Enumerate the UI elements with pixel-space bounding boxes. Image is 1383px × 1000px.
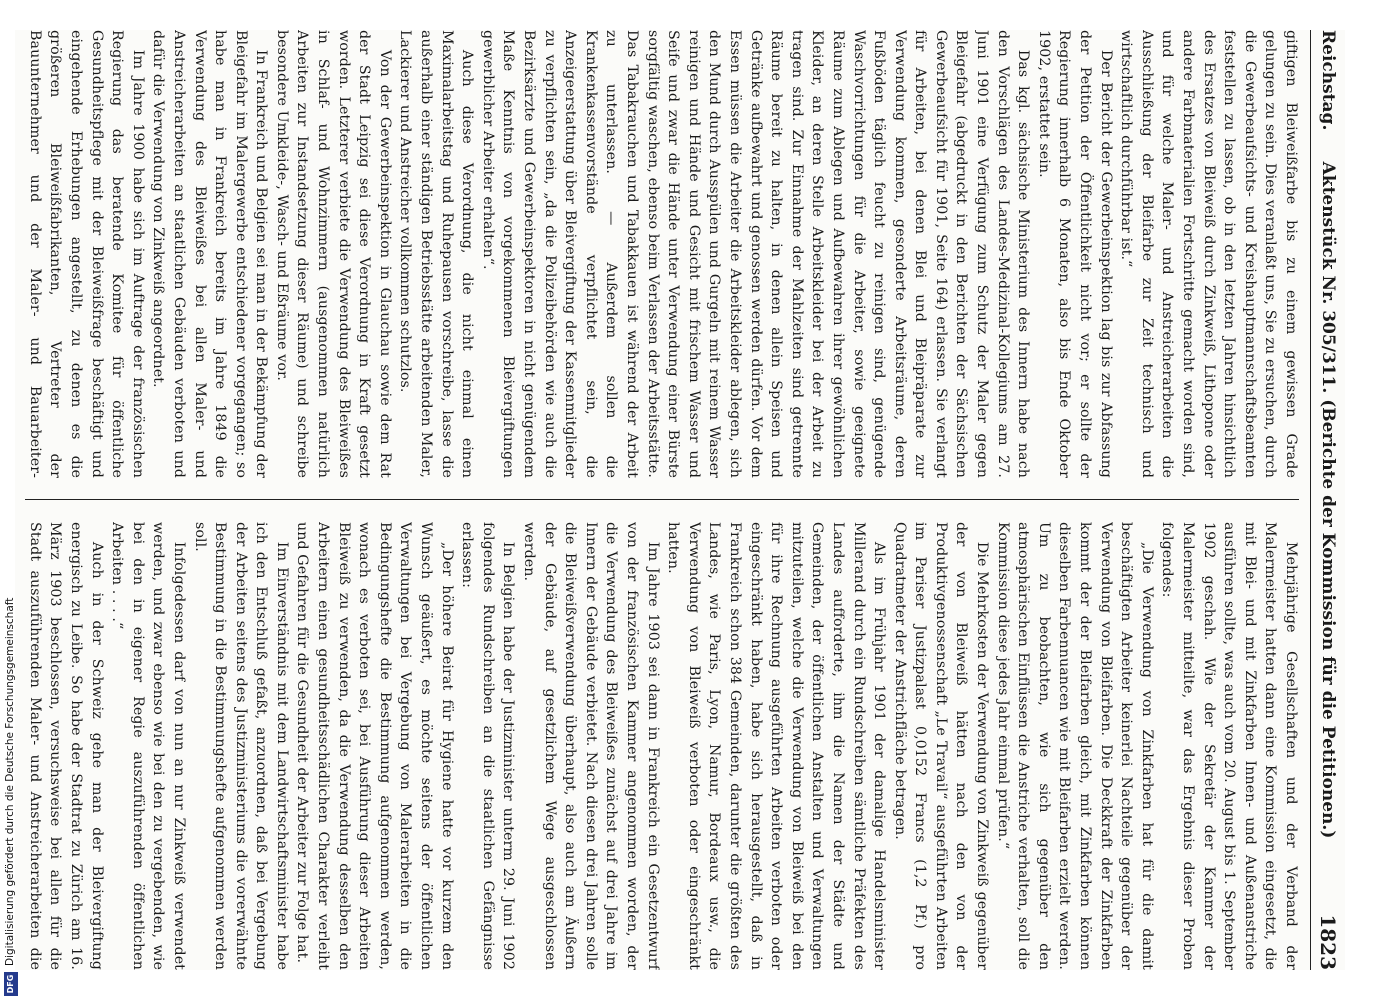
running-header — [1310, 30, 1345, 970]
digitization-credit — [0, 0, 24, 1000]
header-title: Aktenstück Nr. 305/311. (Berichte der Kommission für die Petitionen.) — [1318, 161, 1338, 839]
paragraph: Im Einverständnis mit dem Landwirtschaftsminister habe ich den Entschluß gefaßt, anzuordnen, daß bei Vergebung der Arbeiten seitens des Justizministeriums die vorerwähnte Bestimmung in die Bestimmungshefte aufgenommen werden soll. — [191, 522, 290, 970]
paragraph: Auch in der Schweiz gehe man der Bleivergiftung energisch zu Leibe. So habe der Stadtrat zu Zürich am 16. März 1903 beschlossen, versuchsweise bei allen für die Stadt auszuführenden Maler- und Anstreicherarbeiten die — [26, 522, 105, 970]
paragraph: giftigen Bleiweißfarbe bis zu einem gewissen Grade gelungen zu sein. Dies veranlaßt uns, Sie zu ersuchen, durch die Gewerbeaufsichts- und Kreishauptmannschaftsbeamten feststellen zu lassen, ob in den letzten Jahren hinsichtlich des Ersatzes von Bleiweiß durch Zinkweiß, Lithopone oder andere Farbmaterialien Fortschritte gemacht worden sind, und für welche Maler- und Anstreicherarbeiten die Ausschließung der Bleifarbe zur Zeit technisch und wirtschaftlich durchführbar ist.“ — [1118, 30, 1299, 478]
dfg-logo-icon: DFG — [4, 972, 18, 996]
paragraph: In Belgien habe der Justizminister unterm 29. Juni 1902 folgendes Rundschreiben an die staatlichen Gefängnisse erlassen: — [459, 522, 517, 970]
paragraph: Im Jahre 1903 sei dann in Frankreich ein Gesetzentwurf von der französischen Kammer angenommen worden, der die Verwendung des Bleiweißes zunächst auf drei Jahre im Innern der Gebäude verbietet. Nach diesen drei Jahren solle die Bleiweißverwendung überhaupt, also auch am Äußern der Gebäude, auf gesetzlichem Wege ausgeschlossen werden. — [521, 522, 661, 970]
right-column — [25, 522, 1301, 970]
paragraph: Infolgedessen darf von nun an nur Zinkweiß verwendet werden, und zwar ebenso wie bei den zu vergebenden, wie bei den in eigener Regie auszuführenden öffentlichen Arbeiten . . . .“ — [109, 522, 187, 970]
paragraph: Mehrjährige Gesellschaften und der Verband der Malermeister hatten dann eine Kommission eingesetzt, die mit Blei- und mit Zinkfarben Innen- und Außenanstriche ausführen sollte, was auch vom 20. August bis 1. September 1902 geschah. Wie der Sekretär der Kammer der Malermeister mitteilte, war das Ergebnis dieser Proben folgendes: — [1159, 522, 1299, 970]
paragraph: „Die Verwendung von Zinkfarben hat für die damit beschäftigten Arbeiter keinerlei Nachteile gegenüber der Verwendung von Bleifarben. Die Deckkraft der Zinkfarben kommt der der Bleifarben gleich, mit Zinkfarben können dieselben Farbennuancen wie mit Bleifarben erzielt werden. Um zu beobachten, wie sich gegenüber den atmosphärischen Einflüssen die Anstriche verhalten, soll die Kommission diese jedes Jahr einmal prüfen.“ — [994, 522, 1155, 970]
paragraph: Der Bericht der Gewerbeinspektion lag bis zur Abfassung der Petition der Öffentlichkeit nicht vor; er sollte der Regierung innerhalb 6 Monaten, also bis Ende Oktober 1902, erstattet sein. — [1035, 30, 1114, 478]
paragraph: Von der Gewerbeinspektion in Glauchau sowie dem Rat der Stadt Leipzig sei diese Verordnung in Kraft gesetzt worden. Letzterer verbiete die Verwendung des Bleiweißes in Schlaf- und Wohnzimmern (ausgenommen natürlich Arbeiten zur Instandsetzung dieser Räume) und schreibe besondere Umkleide-, Wasch- und Eßräume vor. — [273, 30, 393, 478]
paragraph: Die Mehrkosten der Verwendung von Zinkweiß gegenüber der von Bleiweiß hätten nach den von der Produktivgenossenschaft „Le Travail“ ausgeführten Arbeiten im Pariser Justizpalast 0,0152 Francs (1,2 Pf.) pro Quadratmeter der Anstrichfläche betragen. — [891, 522, 991, 970]
paragraph: Im Jahre 1900 habe sich im Auftrage der französischen Regierung das beratende Komitee für öffentliche Gesundheitspflege mit der Bleiweißfrage beschäftigt und eingehende Erhebungen angestellt, zu denen es die größeren Bleiweißfabrikanten, Vertreter der Bauunternehmer und der Maler- und Bauarbeiter- — [26, 30, 146, 478]
column-divider — [25, 499, 1299, 500]
paragraph: Das kgl. sächsische Ministerium des Innern habe nach den Vorschlägen des Landes-Medizinal-Kollegiums am 27. Juni 1901 eine Verfügung zum Schutz der Maler gegen Bleigefahr (abgedruckt in den Berichten der Sächsischen Gewerbeaufsicht für 1901, Seite 164) erlassen. Sie verlangt für Arbeiten, bei denen Blei und Bleipräparate zur Verwendung kommen, gesonderte Arbeitsräume, deren Fußböden täglich feucht zu reinigen sind, genügende Waschvorrichtungen für die Arbeiter, sowie geeignete Räume zum Ablegen und Aufbewahren ihrer gewöhnlichen Kleider, an deren Stelle Arbeitskleider bei der Arbeit zu tragen sind. Zur Einnahme der Mahlzeiten sind getrennte Räume bereit zu halten, in denen allein Speisen und Getränke aufbewahrt und genossen werden dürfen. Vor dem Essen müssen die Arbeiter die Arbeitskleider ablegen, sich den Mund durch Ausspülen und Gurgeln mit reinem Wasser reinigen und Hände und Gesicht mit frischem Wasser und Seife und zwar die Hände unter Verwendung einer Bürste sorgfältig waschen, ebenso beim Verlassen der Arbeitsstätte. Das Tabakrauchen und Tabakkauen ist während der Arbeit zu unterlassen. — Außerdem sollen die Krankenkassenvorstände verpflichtet sein, die Anzeigeerstattung über Bleivergiftung der Kassenmitglieder zu verpflichten sein, „da die Polizeibehörden wie auch die Bezirksärzte und Gewerbeinspektoren in nicht genügendem Maße Kenntnis von vorgekommenen Bleivergiftungen gewerblicher Arbeiter erhalten“. — [479, 30, 1032, 478]
header-left: Reichstag. — [1318, 30, 1338, 131]
scanned-page — [15, 30, 1345, 970]
paragraph: Auch diese Verordnung, die nicht einmal einen Maximalarbeitstag und Ruhepausen vorschreibe, lasse die außerhalb einer ständigen Betriebsstätte arbeitenden Maler, Lackierer und Anstreicher vollkommen schutzlos. — [397, 30, 476, 478]
page-number: 1823 — [1316, 914, 1340, 970]
paragraph: In Frankreich und Belgien sei man in der Bekämpfung der Bleigefahr im Malergewerbe entschiedener vorgegangen; so habe man in Frankreich bereits im Jahre 1849 die Verwendung des Bleiweißes bei allen Maler- und Anstreicherarbeiten an staatlichen Gebäuden verboten und dafür die Verwendung von Zinkweiß angeordnet. — [150, 30, 270, 478]
paragraph: „Der höhere Beirat für Hygiene hatte vor kurzem den Wunsch geäußert, es möchte seitens der öffentlichen Verwaltungen bei Vergebung von Malerarbeiten in die Bedingungshefte die Bestimmung aufgenommen werden, wonach es verboten sei, bei Ausführung dieser Arbeiten Bleiweiß zu verwenden, da die Verwendung desselben den Arbeitern einen gesundheitsschädlichen Charakter verleiht und Gefahren für die Gesundheit der Arbeiter zur Folge hat. — [294, 522, 455, 970]
credit-text: Digitalisierung gefördert durch die Deutsche Forschungsgemeinschaft — [4, 597, 16, 966]
paragraph: Als im Frühjahr 1901 der damalige Handelsminister Millerand durch ein Rundschreiben sämtliche Präfekten des Landes aufforderte, ihm die Namen der Städte und Gemeinden, der öffentlichen Anstalten und Verwaltungen mitzuteilen, welche die Verwendung von Bleiweiß bei den für ihre Rechnung ausgeführten Arbeiten verboten oder eingeschränkt haben, habe sich herausgestellt, daß in Frankreich schon 384 Gemeinden, darunter die größten des Landes, wie Paris, Lyon, Namur, Bordeaux usw., die Verwendung von Bleiweiß verboten oder eingeschränkt hatten. — [665, 522, 888, 970]
left-column — [25, 30, 1301, 478]
